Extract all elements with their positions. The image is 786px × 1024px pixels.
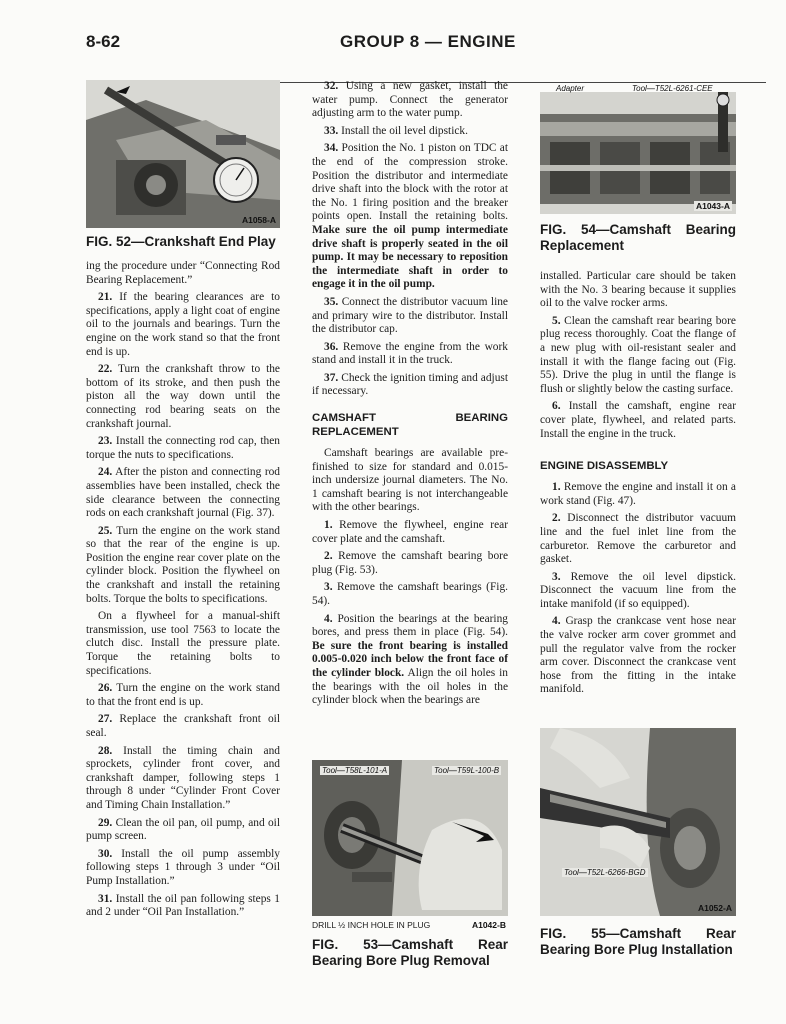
disassembly-step-4 (540, 615, 736, 697)
camshaft-step-4-text-cont: Align the oil holes in the bearings with the oil holes in the cylinder block when the bearings are (312, 666, 509, 707)
camshaft-step-6-text: Install the camshaft, engine rear cover plate, flywheel, and related parts. Install the engine in the truck. (540, 400, 736, 440)
camshaft-step-5-text: Clean the camshaft rear bearing bore plug recess thoroughly. Coat the flange of a new plug with oil-resistant sealer and install it with the flange facing out (Fig. 55). Drive the plug in until the flange is flush or slightly below the casting surface. (540, 314, 736, 395)
step-36 (312, 341, 508, 368)
step-24 (86, 466, 280, 520)
camshaft-step-1-number: 1. (324, 519, 333, 532)
disassembly-step-2 (540, 512, 736, 566)
step-33-number: 33. (324, 124, 339, 137)
step-29 (86, 817, 280, 844)
step-29-text: Clean the oil pan, oil pump, and oil pump screen. (86, 816, 280, 843)
camshaft-step-5 (540, 315, 736, 397)
step-35-text: Connect the distributor vacuum line and primary wire to the distributor. Install the distributor cap. (312, 295, 508, 336)
disassembly-step-2-number: 2. (552, 512, 561, 525)
step-26 (86, 682, 280, 709)
camshaft-step-6 (540, 400, 736, 441)
step-25-note: On a flywheel for a manual-shift transmission, use tool 7563 to locate the clutch disc. Install the pressure plate. Torque the retaining bolts to specifications. (86, 610, 280, 677)
fig54-caption: FIG. 54—Camshaft Bearing Replacement (540, 222, 736, 253)
step-36-text: Remove the engine from the work stand and install it in the truck. (312, 340, 508, 367)
step-27-number: 27. (98, 713, 113, 726)
step-32-number: 32. (324, 80, 339, 92)
col1-para-continued: ing the procedure under “Connecting Rod Bearing Replacement.” (86, 260, 280, 286)
step-25-text: Turn the engine on the work stand so that the rear of the engine is up. Position the engine rear cover plate on the cylinder block. Position the flywheel on the crankshaft and install the retaining bolts. Torque the bolts to specifications. (86, 524, 280, 605)
fig55-code: A1052-A (697, 903, 732, 913)
group-title: GROUP 8 — ENGINE (340, 32, 516, 51)
step-37-text: Check the ignition timing and adjust if necessary. (312, 371, 508, 398)
step-23 (86, 435, 280, 462)
step-33-text: Install the oil level dipstick. (341, 124, 468, 137)
camshaft-step-3-text: Remove the camshaft bearings (Fig. 54). (312, 581, 508, 607)
step-28 (86, 745, 280, 813)
step-34-text: Position the No. 1 piston on TDC at the end of the compression stroke. Position the distributor and intermediate drive shaft into the block with the rotor at the No. 1 firing position and the breaker points open. Install the retaining bolts. (312, 142, 508, 223)
camshaft-step-3 (312, 581, 508, 608)
step-23-number: 23. (98, 435, 113, 448)
camshaft-step-2-text: Remove the camshaft bearing bore plug (Fig. 53). (312, 550, 508, 576)
step-27 (86, 713, 280, 740)
page-header (0, 28, 786, 58)
fig55-tool-label: Tool—T52L-6266-BGD (564, 868, 646, 877)
camshaft-step-1 (312, 519, 508, 546)
disassembly-step-2-text: Disconnect the distributor vacuum line and the fuel inlet line from the carburetor. Remove the carburetor and gasket. (540, 512, 736, 566)
step-21 (86, 291, 280, 359)
disassembly-step-3-text: Remove the oil level dipstick. Disconnect the vacuum line from the intake manifold (if so equipped). (540, 570, 736, 610)
step-32-text: Using a new gasket, install the water pump. Connect the generator adjusting arm to the water pump. (312, 80, 508, 120)
disassembly-step-3-number: 3. (552, 570, 561, 583)
step-24-text: After the piston and connecting rod assemblies have been installed, check the side clearance between the connecting rods on each crankshaft journal (Fig. 37). (86, 466, 281, 520)
disassembly-step-4-number: 4. (552, 615, 561, 628)
fig53-drill-note: DRILL ½ INCH HOLE IN PLUG (312, 920, 431, 930)
fig54-adapter-label: Adapter (556, 84, 585, 93)
fig52-caption: FIG. 52—Crankshaft End Play (86, 234, 276, 249)
step-22-number: 22. (98, 363, 113, 376)
step-35 (312, 296, 508, 337)
section-heading-camshaft-bearing: CAMSHAFT BEARING REPLACEMENT (312, 412, 508, 439)
fig53-caption-block (312, 920, 508, 979)
step-25 (86, 525, 280, 607)
camshaft-step-2-number: 2. (324, 550, 333, 563)
step-34-warning: Make sure the oil pump intermediate drive shaft is properly seated in the oil pump. It may be necessary to reposition the intermediate shaft in order to engage it in the oil pump. (312, 223, 508, 291)
step-35-number: 35. (324, 295, 339, 308)
step-30-number: 30. (98, 847, 113, 860)
disassembly-step-1-text: Remove the engine and install it on a work stand (Fig. 47). (540, 481, 736, 507)
disassembly-step-4-text: Grasp the crankcase vent hose near the valve rocker arm cover grommet and pull the regulator valve from the rocker arm cover. Disconnect the crankcase vent hose from the fitting in the intake manifold. (540, 615, 736, 696)
camshaft-step-6-number: 6. (552, 400, 561, 413)
fig53-code: A1042-B (471, 920, 506, 930)
fig52-code: A1058-A (241, 215, 276, 225)
step-28-number: 28. (98, 744, 113, 757)
step-36-number: 36. (324, 340, 339, 353)
step-30-text: Install the oil pump assembly following steps 1 through 3 under “Oil Pump Installation.” (86, 847, 280, 887)
camshaft-step-2 (312, 550, 508, 577)
camshaft-step-4-number: 4. (324, 612, 333, 625)
camshaft-step-4 (312, 613, 508, 708)
step-33 (312, 125, 508, 139)
step-37 (312, 372, 508, 399)
fig53-caption: FIG. 53—Camshaft Rear Bearing Bore Plug Removal (312, 937, 508, 968)
step-26-text: Turn the engine on the work stand to that the front end is up. (86, 682, 280, 708)
fig53-image (312, 760, 508, 916)
camshaft-intro: Camshaft bearings are available pre-finished to size for standard and 0.015-inch undersize journal diameters. The No. 1 camshaft bearing is not interchangeable with the other bearings. (312, 447, 508, 514)
step-27-text: Replace the crankshaft front oil seal. (86, 713, 280, 739)
page-number: 8-62 (86, 32, 121, 51)
step-24-number: 24. (98, 466, 113, 479)
camshaft-step-4-warning: Be sure the front bearing is installed 0.005-0.020 inch below the front face of the cylinder block. (312, 639, 508, 679)
step-25-number: 25. (98, 524, 113, 537)
step-23-text: Install the connecting rod cap, then torque the nuts to specifications. (86, 435, 280, 461)
step-31-text: Install the oil pan following steps 1 and 2 under “Oil Pan Installation.” (86, 892, 280, 919)
column-1 (86, 80, 280, 924)
step-26-number: 26. (98, 682, 113, 695)
step-31-number: 31. (98, 892, 113, 905)
step-22-text: Turn the crankshaft throw to the bottom of its stroke, and then push the piston all the way down until the connecting rod bearing seats on the crankshaft journal. (86, 363, 280, 430)
camshaft-step-3-number: 3. (324, 581, 333, 594)
disassembly-step-3 (540, 571, 736, 612)
fig54-code: A1043-A (695, 201, 730, 211)
disassembly-step-1 (540, 481, 736, 508)
fig55-caption: FIG. 55—Camshaft Rear Bearing Bore Plug Installation (540, 926, 736, 957)
column-3 (540, 218, 736, 701)
step-28-text: Install the timing chain and sprockets, cylinder front cover, and crankshaft damper, following steps 1 through 8 under “Cylinder Front Cover and Timing Chain Installation.” (86, 744, 280, 811)
fig54-image (540, 92, 736, 214)
step-37-number: 37. (324, 371, 339, 384)
step-31 (86, 893, 280, 920)
step-29-number: 29. (98, 816, 113, 829)
fig53-tool1-label: Tool—T58L-101-A (322, 766, 388, 775)
column-2 (312, 80, 508, 712)
fig54-tool-label: Tool—T52L-6261-CEE (632, 84, 713, 93)
step-21-text: If the bearing clearances are to specifications, apply a light coat of engine oil to the journals and bearings. Turn the engine on the work stand so that the front end is up. (86, 291, 280, 358)
camshaft-step-1-text: Remove the flywheel, engine rear cover plate and the camshaft. (312, 519, 508, 545)
step-34-number: 34. (324, 142, 339, 155)
step-30 (86, 848, 280, 889)
fig55-image (540, 728, 736, 916)
fig55-caption-block (540, 922, 736, 968)
fig53-tool2-label: Tool—T59L-100-B (434, 766, 500, 775)
camshaft-step-5-number: 5. (552, 314, 561, 327)
step-21-number: 21. (98, 291, 113, 304)
disassembly-step-1-number: 1. (552, 481, 561, 494)
col3-para-continued: installed. Particular care should be taken with the No. 3 bearing because it supplies oil to the valve rocker arms. (540, 270, 736, 310)
section-heading-engine-disassembly: ENGINE DISASSEMBLY (540, 460, 669, 473)
camshaft-step-4-text: Position the bearings at the bearing bores, and press them in place (Fig. 54). (312, 612, 508, 639)
step-34 (312, 142, 508, 292)
step-22 (86, 363, 280, 431)
step-32 (312, 80, 508, 121)
